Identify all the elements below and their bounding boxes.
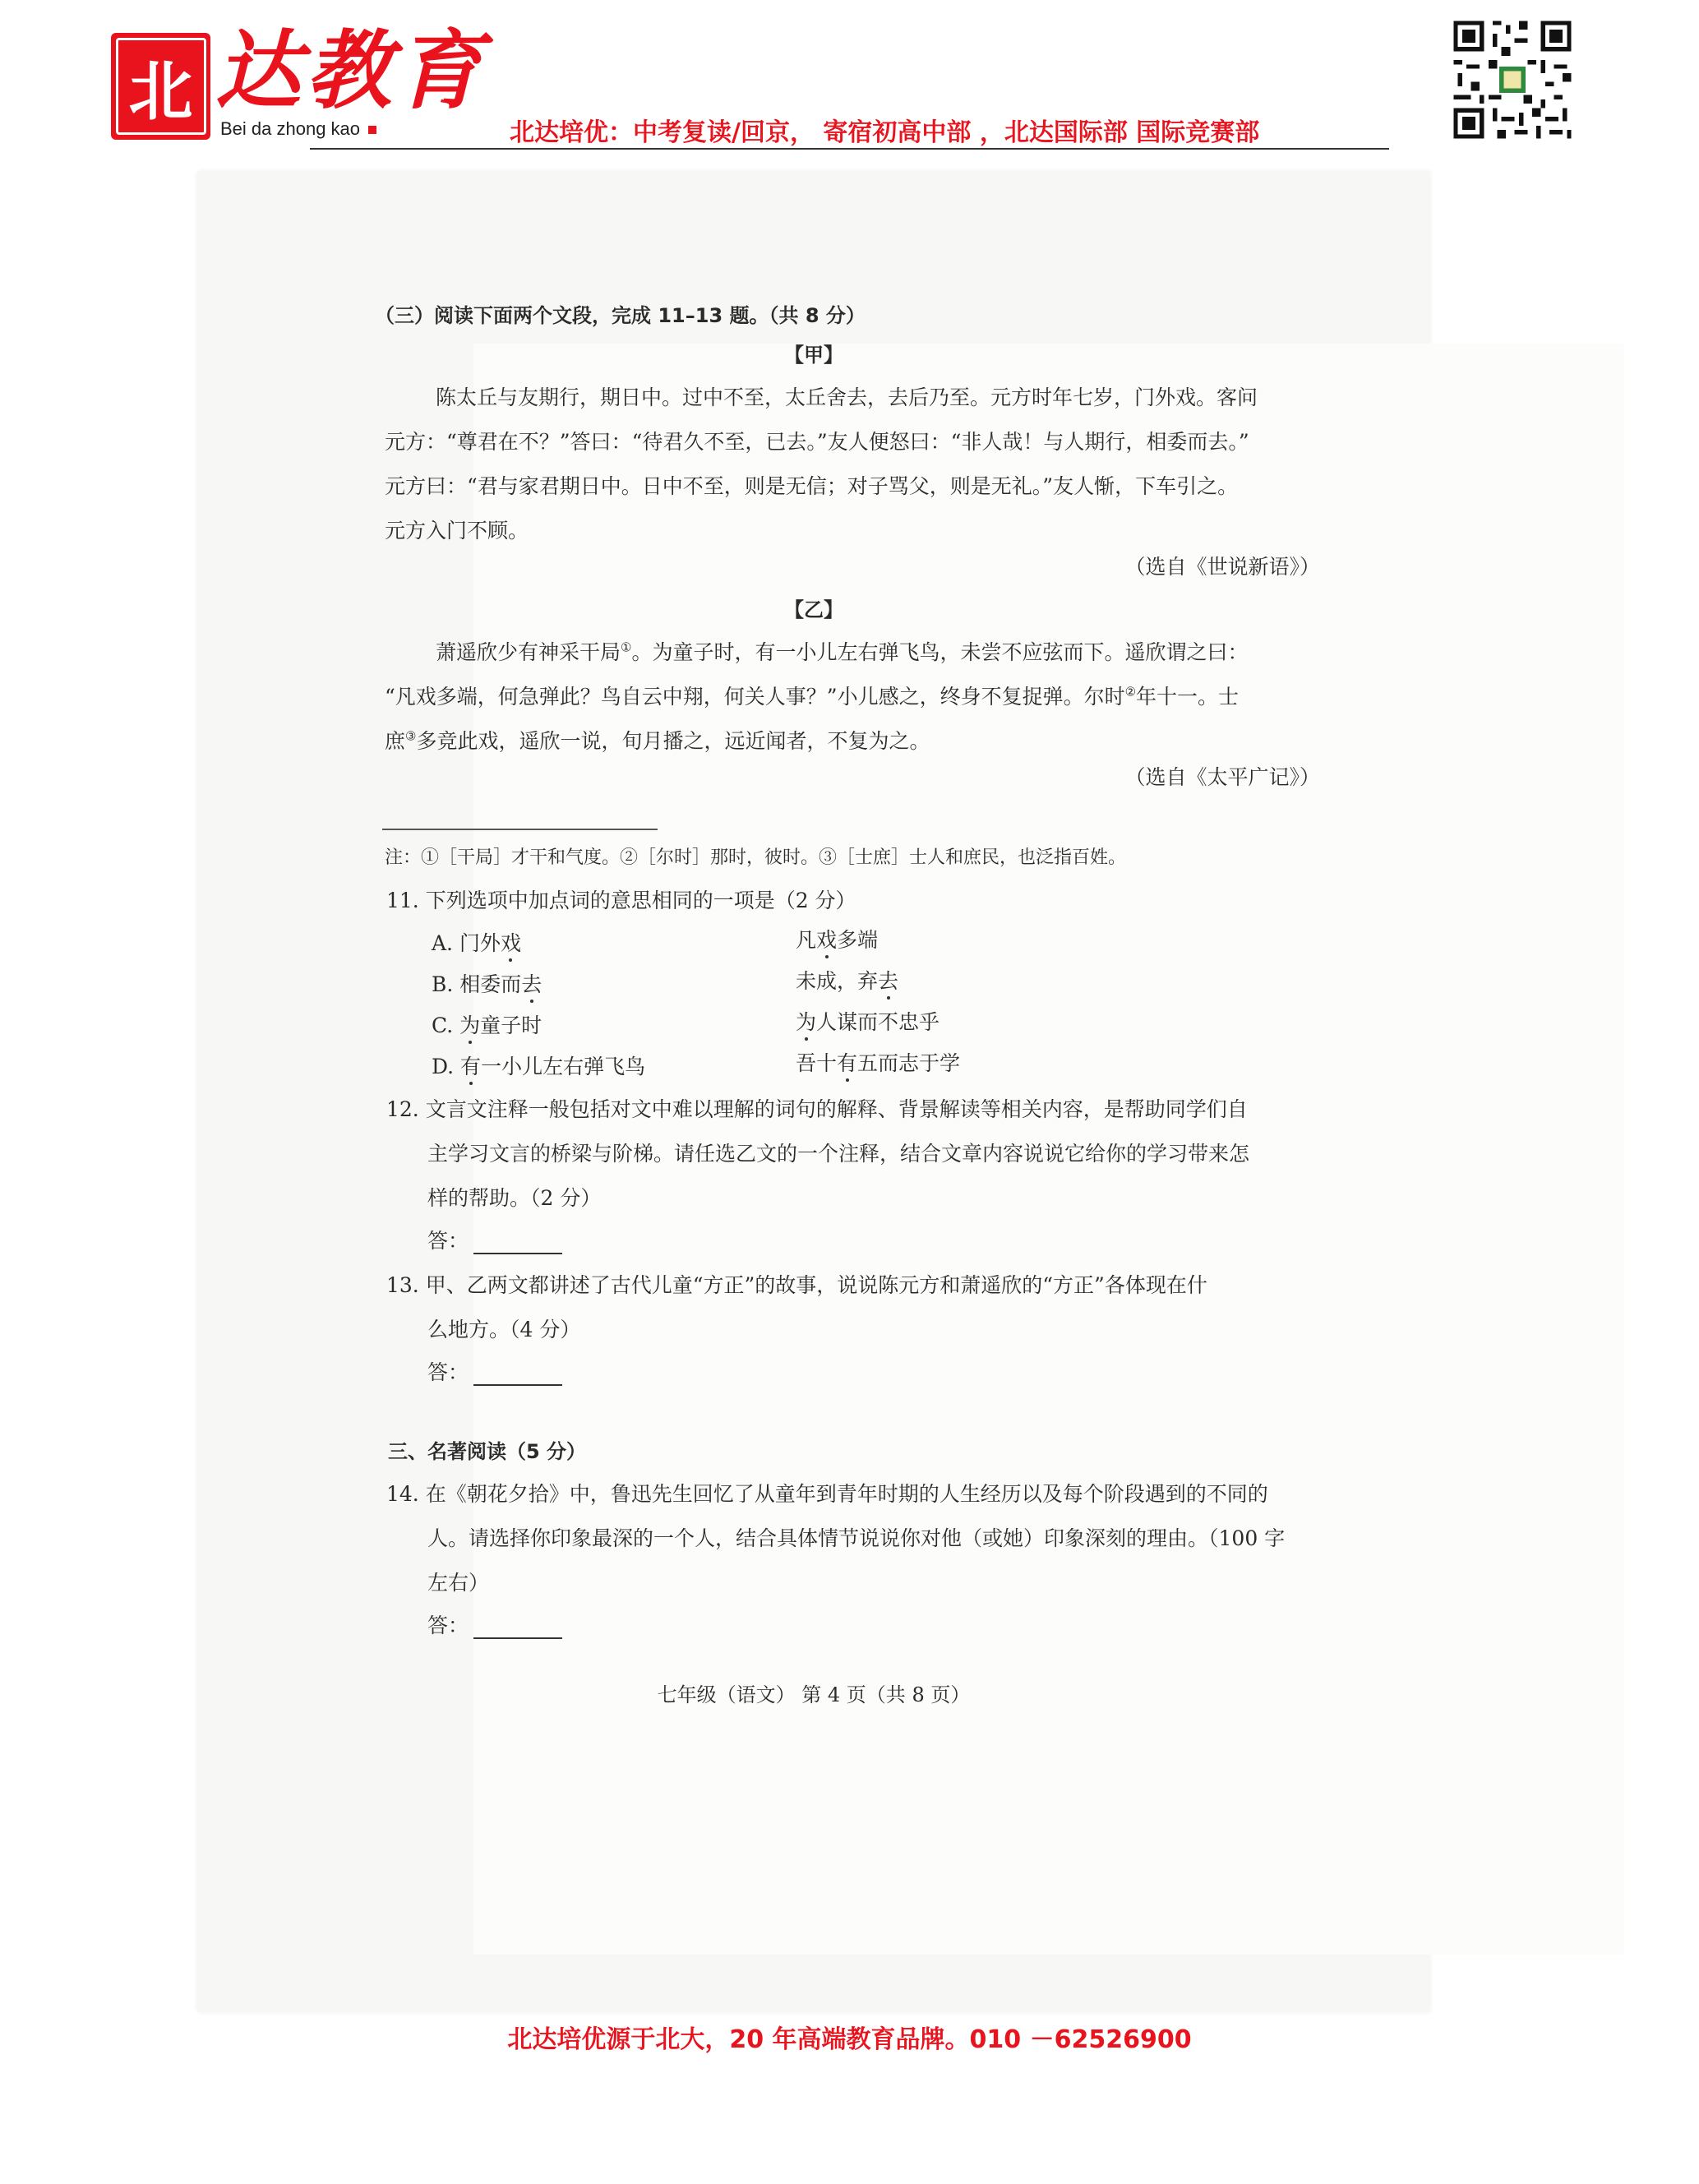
jia-line: 元方曰：“君与家君期日中。日中不至，则是无信；对子骂父，则是无礼。”友人惭，下车引之。: [385, 474, 1239, 498]
jia-line: 元方：“尊君在不？”答曰：“待君久不至，已去。”友人便怒曰：“非人哉！与人期行，相委而去。”: [385, 430, 1249, 454]
header-slogan: 北达培优：中考复读/回京， 寄宿初高中部 ，北达国际部 国际竞赛部: [510, 118, 1260, 147]
section-classics-title: 三、名著阅读（5 分）: [388, 1440, 587, 1463]
brand-pinyin: Bei da zhong kao: [220, 118, 376, 140]
page-number: 七年级（语文） 第 4 页（共 8 页）: [657, 1683, 971, 1706]
question-13-line: 么地方。（4 分）: [427, 1318, 581, 1341]
question-14-line: 左右）: [427, 1571, 490, 1595]
section-title: （三）阅读下面两个文段，完成 11–13 题。（共 8 分）: [375, 304, 866, 327]
yi-line: 庶③多竞此戏，遥欣一说，旬月播之，远近闻者，不复为之。: [385, 728, 930, 753]
bottom-footer: 北达培优源于北大，20 年高端教育品牌。010 －62526900: [507, 2025, 1192, 2054]
option-a: A. 门外戏: [432, 931, 521, 955]
option-c: C. 为童子时: [432, 1014, 542, 1037]
answer-12[interactable]: 答：: [427, 1225, 562, 1254]
option-d: D. 有一小儿左右弹飞鸟: [432, 1055, 646, 1078]
scanned-page: [197, 171, 1430, 2012]
yi-line: 萧遥欣少有神采干局①。为童子时，有一小儿左右弹飞鸟，未尝不应弦而下。遥欣谓之曰：: [436, 640, 1249, 664]
yi-source: （选自《太平广记》）: [1124, 765, 1320, 789]
logo-char: 北: [116, 38, 206, 135]
jia-line: 元方入门不顾。: [385, 519, 529, 543]
option-d-compare: 吾十有五而志于学: [796, 1051, 961, 1075]
yi-line: “凡戏多端，何急弹此？鸟自云中翔，何关人事？”小儿感之，终身不复捉弹。尔时②年十一。士: [385, 684, 1240, 709]
footnote: 注：①［干局］才干和气度。②［尔时］那时，彼时。③［士庶］士人和庶民，也泛指百姓。: [385, 847, 1127, 868]
qr-code-icon: [1449, 16, 1576, 143]
header-divider: [310, 148, 1389, 150]
question-14-line: 14. 在《朝花夕拾》中，鲁迅先生回忆了从童年到青年时期的人生经历以及每个阶段遇到的不同的: [386, 1482, 1268, 1506]
question-12-line: 主学习文言的桥梁与阶梯。请任选乙文的一个注释，结合文章内容说说它给你的学习带来怎: [427, 1142, 1250, 1166]
passage-jia-label: 【甲】: [784, 344, 843, 367]
brand-name: 达教育: [215, 21, 487, 121]
question-12-line: 样的帮助。（2 分）: [427, 1186, 602, 1210]
question-11-stem: 11. 下列选项中加点词的意思相同的一项是（2 分）: [386, 889, 856, 912]
option-a-compare: 凡戏多端: [796, 928, 879, 952]
jia-source: （选自《世说新语》）: [1124, 555, 1320, 579]
question-12-line: 12. 文言文注释一般包括对文中难以理解的词句的解释、背景解读等相关内容，是帮助同学们自: [386, 1097, 1248, 1121]
option-b: B. 相委而去: [432, 972, 542, 996]
logo: [111, 33, 210, 140]
jia-line: 陈太丘与友期行，期日中。过中不至，太丘舍去，去后乃至。元方时年七岁，门外戏。客问: [436, 386, 1258, 409]
answer-13[interactable]: 答：: [427, 1356, 562, 1386]
question-13-line: 13. 甲、乙两文都讲述了古代儿童“方正”的故事，说说陈元方和萧遥欣的“方正”各体现在什: [386, 1273, 1207, 1297]
answer-14[interactable]: 答：: [427, 1609, 562, 1639]
option-b-compare: 未成，弃去: [796, 969, 899, 993]
footnote-divider: [382, 829, 658, 830]
question-14-line: 人。请选择你印象最深的一个人，结合具体情节说说你对他（或她）印象深刻的理由。（100 字: [427, 1526, 1286, 1550]
option-c-compare: 为人谋而不忠乎: [796, 1010, 940, 1034]
passage-yi-label: 【乙】: [784, 598, 843, 621]
